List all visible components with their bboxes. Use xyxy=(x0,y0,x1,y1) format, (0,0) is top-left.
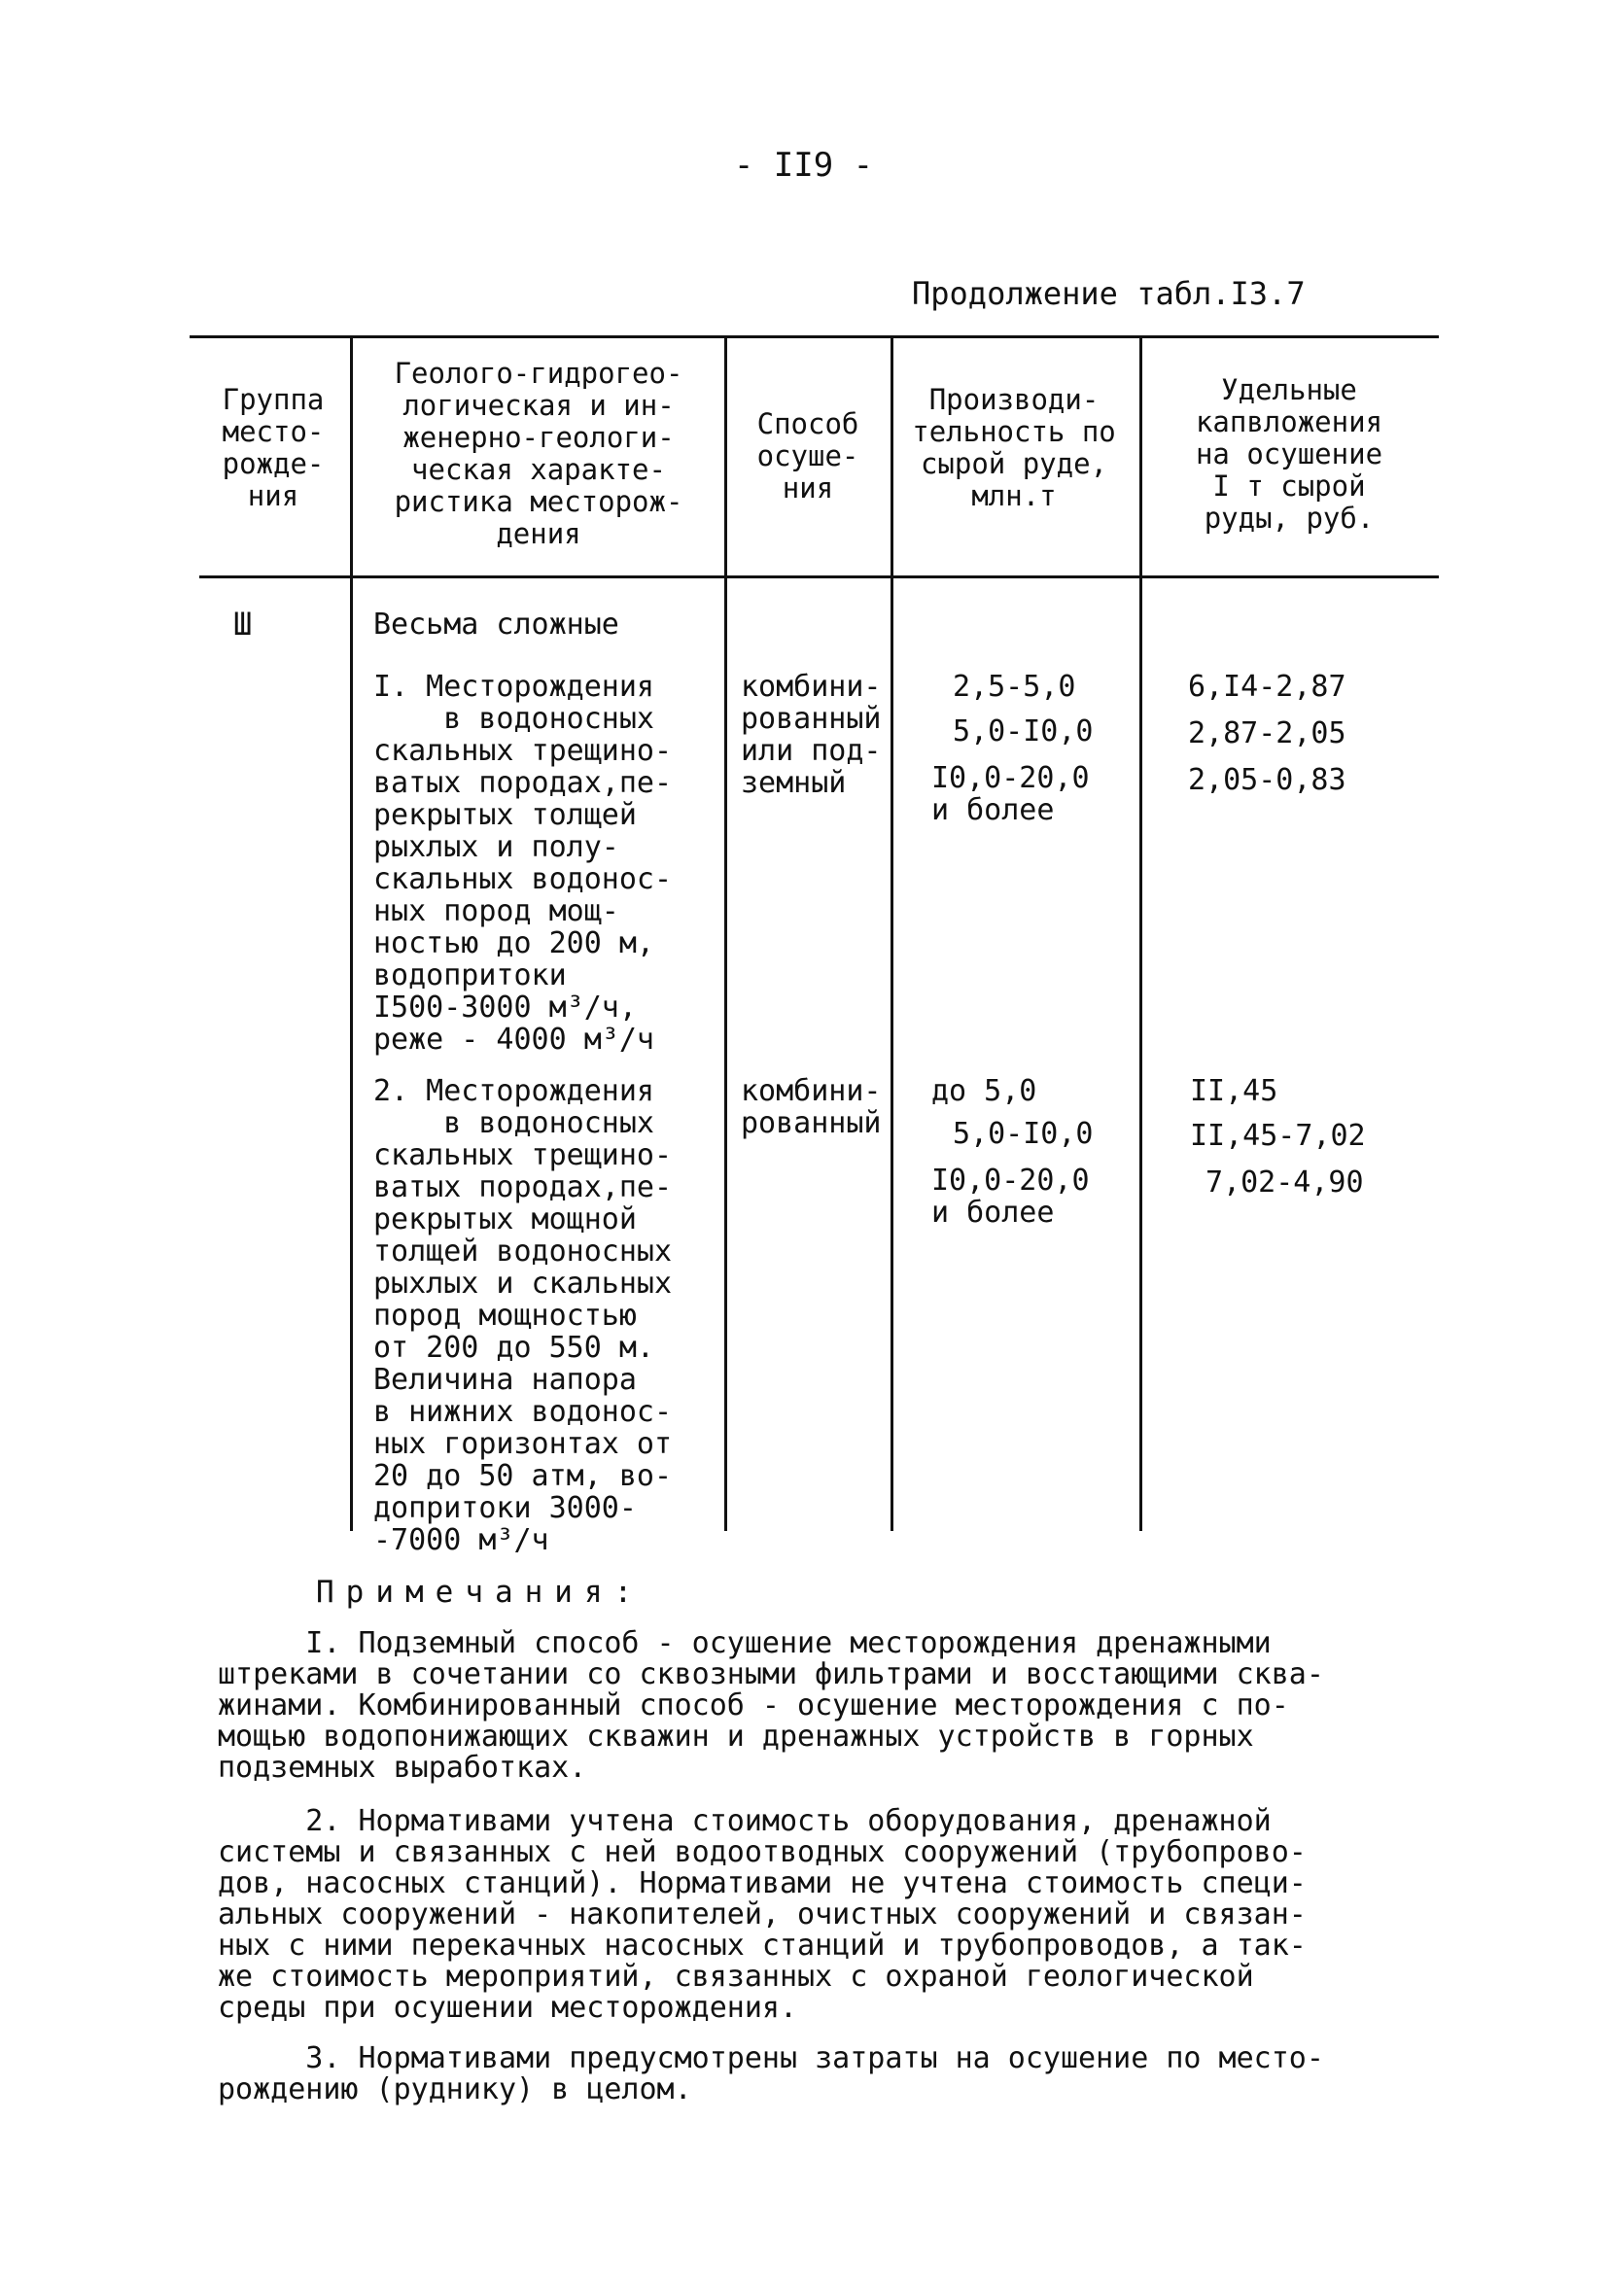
row-2-investment-3: 7,02-4,90 xyxy=(1205,1165,1364,1200)
note-3: 3. Нормативами предусмотрены затраты на осушение по место- рождению (руднику) в целом. xyxy=(218,2041,1324,2106)
page-number: - II9 - xyxy=(733,146,874,185)
column-divider-4 xyxy=(1139,335,1142,1531)
row-2-productivity-2: 5,0-I0,0 xyxy=(953,1117,1094,1151)
table-top-rule xyxy=(190,335,1439,338)
column-divider-1 xyxy=(350,335,353,1531)
row-1-productivity-1: 2,5-5,0 xyxy=(953,670,1076,704)
header-productivity: Производи- тельность по сырой руде, млн.т xyxy=(912,383,1116,512)
row-2-investment-2: II,45-7,02 xyxy=(1190,1119,1366,1153)
header-investment: Удельные капвложения на осушение I т сырой руды, руб. xyxy=(1195,373,1383,535)
row-1-productivity-3: I0,0-20,0 и более xyxy=(931,761,1090,827)
row-1-description: I. Месторождения в водоносных скальных трещино- ватых породах,пе- рекрытых толщей рыхлых и полу- скальных водонос- ных пород мощ- ностью до 200 м, водопритоки I500-3000 м³/ч, реже - 4000 м³/ч xyxy=(373,670,673,1057)
row-2-investment-1: II,45 xyxy=(1190,1074,1278,1108)
category-label: Весьма сложные xyxy=(373,608,619,642)
table-header-rule xyxy=(199,575,1439,578)
notes-title: Примечания: xyxy=(316,1575,645,1610)
row-2-description: 2. Месторождения в водоносных скальных трещино- ватых породах,пе- рекрытых мощной толщей водоносных рыхлых и скальных пород мощностью от 200 до 550 м. Величина напора в нижних водонос- ных горизонтах от 20 до 50 атм, во- допритоки 3000- -7000 м³/ч xyxy=(373,1074,673,1557)
header-method: Способ осуше- ния xyxy=(756,407,859,504)
row-1-investment-1: 6,I4-2,87 xyxy=(1188,670,1346,704)
group-number: Ш xyxy=(233,606,253,643)
row-2-productivity-3: I0,0-20,0 и более xyxy=(931,1164,1090,1230)
row-1-investment-2: 2,87-2,05 xyxy=(1188,716,1346,750)
row-2-productivity-1: до 5,0 xyxy=(931,1074,1037,1108)
column-divider-3 xyxy=(891,335,893,1531)
row-1-productivity-2: 5,0-I0,0 xyxy=(953,714,1094,748)
row-1-method: комбини- рованный или под- земный xyxy=(741,670,882,800)
note-2: 2. Нормативами учтена стоимость оборудования, дренажной системы и связанных с ней водоотводных сооружений (трубопрово- дов, насосных станций). Нормативами не учтена стоимость специ- альных сооружений - накопителей, очистных сооружений и связан- ных с ними перекачных насосных станций и трубопроводов, а так- же стоимость мероприятий, связанных с охраной геологической среды при осушении месторождения. xyxy=(218,1804,1307,2025)
header-characteristics: Геолого-гидрогео- логическая и ин- женерно-геологи- ческая характе- ристика месторож- дения xyxy=(394,357,683,550)
note-1: I. Подземный способ - осушение месторождения дренажными штреками в сочетании со сквозными фильтрами и восстающими сква- жинами. Комбинированный способ - осушение месторождения с по- мощью водопонижающих скважин и дренажных устройств в горных подземных выработках. xyxy=(218,1626,1324,1785)
row-2-method: комбини- рованный xyxy=(741,1074,882,1140)
row-1-investment-3: 2,05-0,83 xyxy=(1188,763,1346,797)
table-caption: Продолжение табл.I3.7 xyxy=(912,275,1306,312)
header-group: Группа место- рожде- ния xyxy=(222,383,325,512)
column-divider-2 xyxy=(724,335,727,1531)
